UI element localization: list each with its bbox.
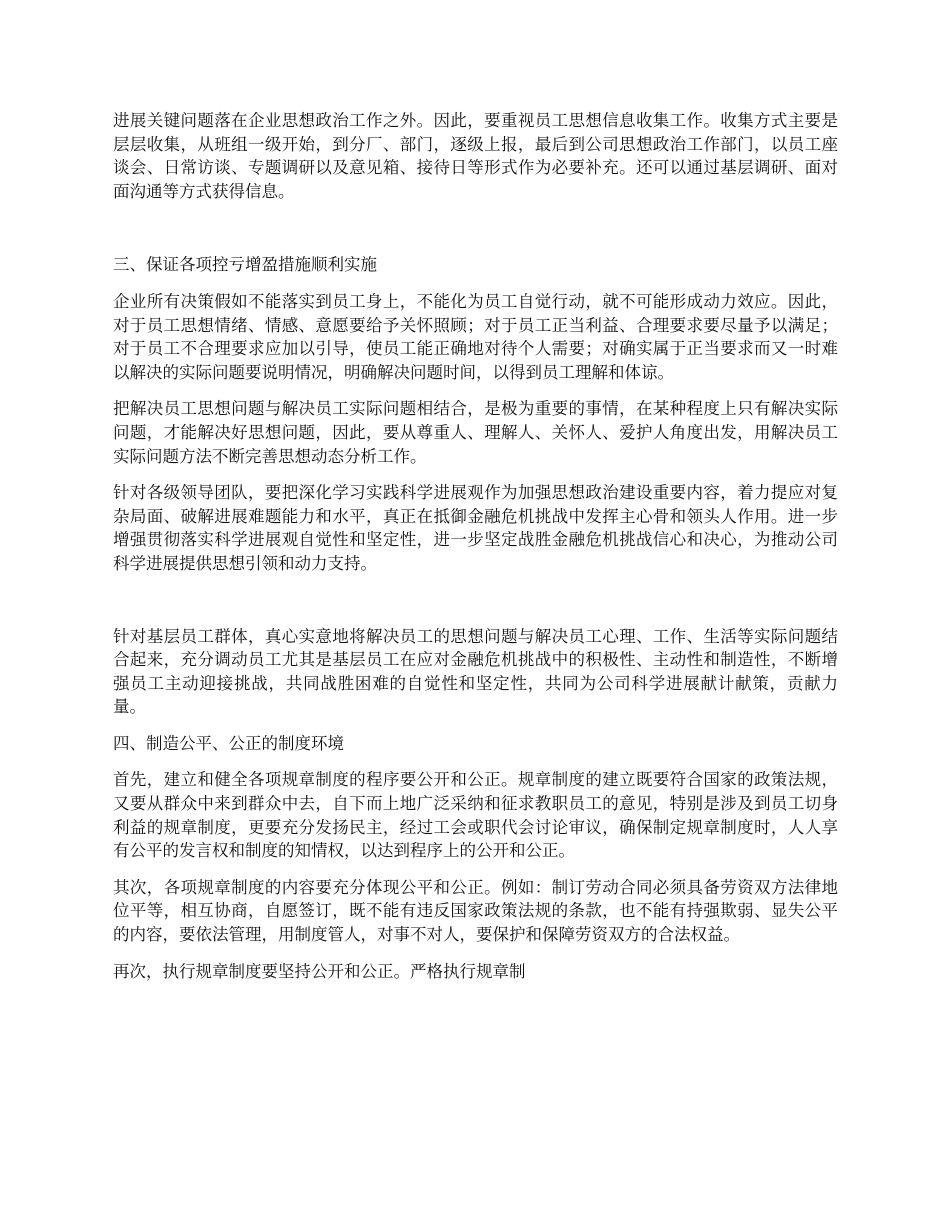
- section-heading-4: 四、制造公平、公正的制度环境: [113, 733, 344, 753]
- paragraph-grassroots-staff: 针对基层员工群体，真心实意地将解决员工的思想问题与解决员工心理、工作、生活等实际问题结合起来，充分调动员工尤其是基层员工在应对金融危机挑战中的积极性、主动性和制造性，不断增强员工主动迎接挑战，共同战胜困难的自觉性和坚定性，共同为公司科学进展献计献策，贡献力量。: [113, 626, 838, 717]
- paragraph-third-execution: 再次，执行规章制度要坚持公开和公正。严格执行规章制: [113, 961, 526, 981]
- paragraph-practical-problems: 把解决员工思想问题与解决员工实际问题相结合，是极为重要的事情，在某种程度上只有解决实际问题，才能解决好思想问题，因此，要从尊重人、理解人、关怀人、爱护人角度出发，用解决员工实际问题方法不断完善思想动态分析工作。: [113, 399, 838, 466]
- paragraph-first-procedure: 首先，建立和健全各项规章制度的程序要公开和公正。规章制度的建立既要符合国家的政策法规，又要从群众中来到群众中去，自下而上地广泛采纳和征求教职员工的意见，特别是涉及到员工切身利益的规章制度，更要充分发扬民主，经过工会或职代会讨论审议，确保制定规章制度时，人人享有公平的发言权和制度的知情权，以达到程序上的公开和公正。: [113, 770, 838, 861]
- paragraph-leadership-teams: 针对各级领导团队，要把深化学习实践科学进展观作为加强思想政治建设重要内容，着力提应对复杂局面、破解进展难题能力和水平，真正在抵御金融危机挑战中发挥主心骨和领头人作用。进一步增强贯彻落实科学进展观自觉性和坚定性，进一步坚定战胜金融危机挑战信心和决心，为推动公司科学进展提供思想引领和动力支持。: [113, 483, 838, 573]
- paragraph-second-content: 其次，各项规章制度的内容要充分体现公平和公正。例如：制订劳动合同必须具备劳资双方法律地位平等，相互协商，自愿签订，既不能有违反国家政策法规的条款，也不能有持强欺弱、显失公平的内容，要依法管理，用制度管人，对事不对人，要保护和保障劳资双方的合法权益。: [113, 877, 838, 945]
- paragraph-decision-implementation: 企业所有决策假如不能落实到员工身上，不能化为员工自觉行动，就不可能形成动力效应。因此，对于员工思想情绪、情感、意愿要给予关怀照顾；对于员工正当利益、合理要求要尽量予以满足；对于员工不合理要求应加以引导，使员工能正确地对待个人需要；对确实属于正当要求而又一时难以解决的实际问题要说明情况，明确解决问题时间，以得到员工理解和体谅。: [113, 291, 838, 382]
- section-heading-3: 三、保证各项控亏增盈措施顺利实施: [113, 255, 377, 275]
- document-body: [113, 109, 838, 983]
- paragraph-info-collection: 进展关键问题落在企业思想政治工作之外。因此，要重视员工思想信息收集工作。收集方式主要是层层收集，从班组一级开始，到分厂、部门，逐级上报，最后到公司思想政治工作部门，以员工座谈会、日常访谈、专题调研以及意见箱、接待日等形式作为必要补充。还可以通过基层调研、面对面沟通等方式获得信息。: [113, 111, 838, 201]
